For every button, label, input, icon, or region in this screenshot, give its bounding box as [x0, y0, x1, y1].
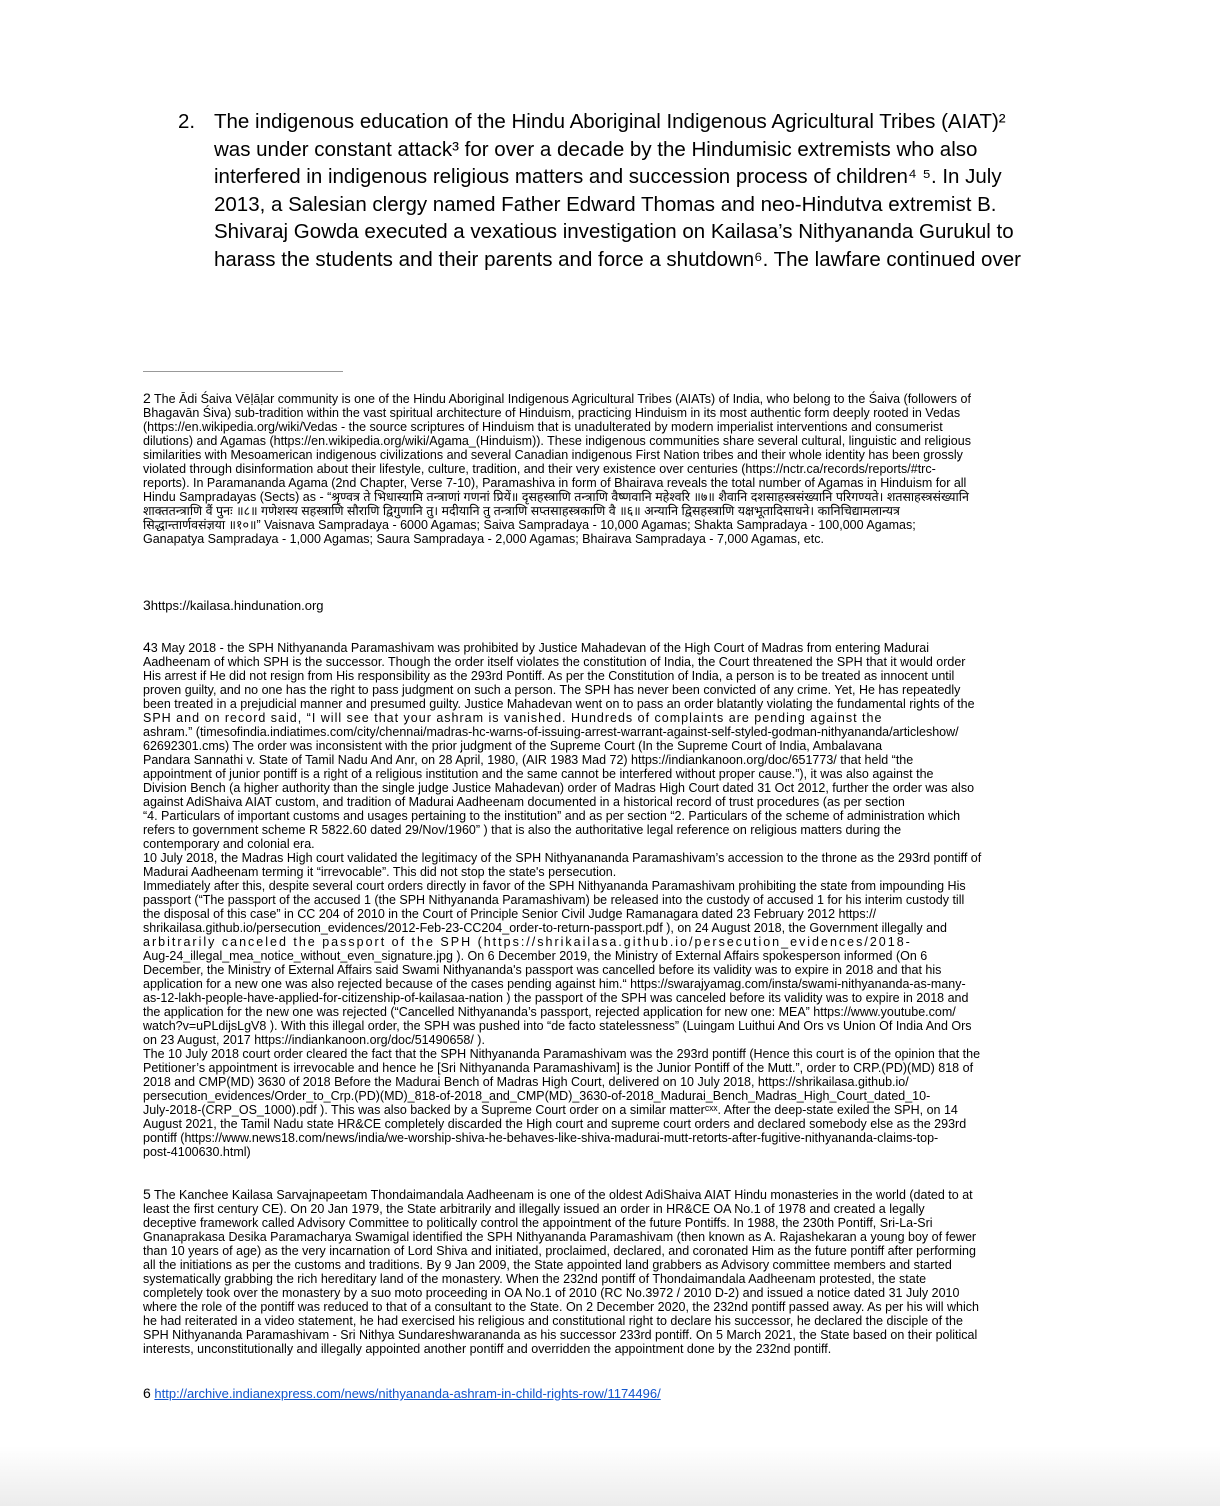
text-line: Pandara Sannathi v. State of Tamil Nadu And Anr, on 28 April, 1980, (AIR 1983 Mad 72) https://indiankanoon.org/doc/651773/ that held “the [143, 753, 914, 767]
text-line: where the role of the pontiff was reduced to that of a consultant to the State. On 2 December 2020, the 232nd pontiff passed away. As per his will which [143, 1300, 979, 1314]
text-line: Ganapatya Sampradaya - 1,000 Agamas; Saura Sampradaya - 2,000 Agamas; Bhairava Sampradaya - 7,000 Agamas, etc. [143, 532, 824, 546]
footnote-text [143, 1188, 1079, 1356]
text-line: deceptive framework called Advisory Committee to politically control the appointment of the future Pontiffs. In 1988, the 230th Pontiff, Sri-La-Sri [143, 1216, 933, 1230]
text-line: shrikailasa.github.io/persecution_evidences/2012-Feb-23-CC204_order-to-return-passport.pdf ), on 24 August 2018, the Government illegally and [143, 921, 947, 935]
text-line: 2018 and CMP(MD) 3630 of 2018 Before the Madurai Bench of Madras High Court, delivered on 10 July 2018, https://shrikailasa.github.io/ [143, 1075, 909, 1089]
text-line: August 2021, the Tamil Nadu state HR&CE completely discarded the High court and supreme court orders and declared somebody else as the 293rd [143, 1117, 967, 1131]
text-line: harass the students and their parents and force a shutdown⁶. The lawfare continued over [214, 247, 1021, 271]
text-line: The Ādi Śaiva Vēḷāḷar community is one of the Hindu Aboriginal Indigenous Agricultural Tribes (AIATs) of India, who belong to the Śaiva (followers of [150, 392, 971, 406]
text-line: ashram.” (timesofindia.indiatimes.com/city/chennai/madras-hc-warns-of-issuing-arrest-warrant-against-self-styled-godman-nithyananda/articleshow/ [143, 725, 959, 739]
footnote-marker: 6 [143, 1385, 151, 1401]
text-line: “4. Particulars of important customs and usages pertaining to the institution” and as per section “2. Particulars of the scheme of administration which [143, 809, 961, 823]
text-line: 10 July 2018, the Madras High court validated the legitimacy of the SPH Nithyanananda Paramashivam’s accession to the throne as the 293rd pontiff of [143, 851, 982, 865]
text-line: similarities with Mesoamerican indigenous civilizations and several Canadian indigenous First Nation tribes and their whole identity has been grossly [143, 448, 963, 462]
text-line: proven guilty, and no one has the right to pass judgment on such a person. The SPH has never been convicted of any crime. Yet, He has repeatedly [143, 683, 961, 697]
text-line: he had reiterated in a video statement, he had exercised his religious and constitutional right to declare his successor, he declared the disciple of the [143, 1314, 963, 1328]
text-line: least the first century CE). On 20 Jan 1979, the State arbitrarily and illegally issued an order in HR&CE OA No.1 of 1978 and created a legally [143, 1202, 925, 1216]
text-line: persecution_evidences/Order_to_Crp.(PD)(MD)_818-of-2018_and_CMP(MD)_3630-of-2018_Madurai_Bench_Madras_High_Court_dated_10- [143, 1089, 931, 1103]
text-line: Hindu Sampradayas (Sects) as - “श्रृण्वत्र ते भिधास्यामि तन्त्राणां गणनां प्रियें॥ दृसहस्त्राणि तन्त्राणि वैष्णवानि महेश्वरि ॥७॥ शैवानि दशसाहस्त्रसंख्यानि परिगण्यते। शतसाहस्त्रसंख्यानि [143, 490, 969, 504]
text-line: The 10 July 2018 court order cleared the fact that the SPH Nithyananda Paramashivam was the 293rd pontiff (Hence this court is of the opinion that the [143, 1047, 981, 1061]
footnote-3 [143, 598, 1079, 613]
text-line: SPH and on record said, “I will see that your ashram is vanished. Hundreds of complaints are pending against the [143, 711, 883, 725]
text-line: सिद्धान्तार्णवसंज्ञया ॥१०॥” Vaisnava Sampradaya - 6000 Agamas; Saiva Sampradaya - 10,000 Agamas; Shakta Sampradaya - 100,000 Agamas; [143, 518, 916, 532]
text-line: 3 May 2018 - the SPH Nithyananda Paramashivam was prohibited by Justice Mahadevan of the High Court of Madras from entering Madurai [150, 641, 929, 655]
paragraph-body [214, 108, 1080, 273]
text-line: The Kanchee Kailasa Sarvajnapeetam Thondaimandala Aadheenam is one of the oldest AdiShaiva AIAT Hindu monasteries in the world (dated to at [150, 1188, 973, 1202]
page-bottom-shade [0, 1446, 1220, 1506]
text-line: interfered in indigenous religious matters and succession process of children⁴ ⁵. In July [214, 165, 1002, 188]
footnote-separator [143, 371, 343, 372]
text-line: 62692301.cms) The order was inconsistent with the prior judgment of the Supreme Court (In the Supreme Court of India, Ambalavana [143, 739, 883, 753]
text-line: refers to government scheme R 5822.60 dated 29/Nov/1960” ) that is also the authoritative legal reference on religious matters during the [143, 823, 902, 837]
footnote-4 [143, 640, 1079, 1159]
text-line: Shivaraj Gowda executed a vexatious investigation on Kailasa’s Nithyananda Gurukul to [214, 220, 1014, 243]
text-line: contemporary and colonial era. [143, 837, 315, 851]
text-line: December, the Ministry of External Affairs said Swami Nithyananda's passport was cancelled before its validity was to expire in 2018 and that his [143, 963, 942, 977]
text-line: the disposal of this case” in CC 204 of 2010 in the Court of Principle Senior Civil Judge Ramanagara dated 23 February 2012 https:// [143, 907, 877, 921]
text-line: been treated in a prejudicial manner and presumed guilty. Justice Mahadevan went on to pass an order blatantly violating the fundamental rights of the [143, 697, 975, 711]
text-line: on 23 August, 2017 https://indiankanoon.org/doc/51490658/ ). [143, 1033, 485, 1047]
footnote-marker: 3 [143, 597, 151, 613]
text-line: (https://en.wikipedia.org/wiki/Vedas - the source scriptures of Hinduism that is unadulterated by modern imperialist interventions and consumerist [143, 420, 943, 434]
text-line: application for a new one was also rejected because of the cases pending against him.“ https://swarajyamag.com/insta/swami-nithyananda-as-many- [143, 977, 966, 991]
text-line: appointment of junior pontiff is a right of a religious institution and the same cannot be interfered without proper cause.”), it was also against the [143, 767, 934, 781]
text-line: the application for the new one was rejected (“Cancelled Nithyananda’s passport, rejected application for new one: MEA” https://www.youtube.com/ [143, 1005, 956, 1019]
list-number: 2. [178, 110, 196, 133]
footnote-text [143, 641, 1079, 1159]
text-line: reports). In Paramananda Agama (2nd Chapter, Verse 7-10), Paramashiva in form of Bhairava reveals the total number of Agamas in Hinduism for all [143, 476, 967, 490]
footnote-6 [143, 1386, 1079, 1401]
text-line: Gnanaprakasa Desika Paramacharya Swamigal identified the SPH Nithyananda Paramashivam (then known as A. Rajashekaran a young boy of fewer [143, 1230, 977, 1244]
text-line: The indigenous education of the Hindu Aboriginal Indigenous Agricultural Tribes (AIAT)² [214, 110, 1006, 133]
text-line: was under constant attack³ for over a decade by the Hindumisic extremists who also [214, 137, 978, 161]
footnote-2 [143, 391, 1079, 546]
text-line: against AdiShaiva AIAT custom, and tradition of Madurai Aadheenam documented in a historical record of trust procedures (as per section [143, 795, 905, 809]
text-line: passport (“The passport of the accused 1 (the SPH Nithyananda Paramashivam) be released into the custody of accused 1 for his interim custody till [143, 893, 965, 907]
text-line: Aadheenam of which SPH is the successor. Though the order itself violates the constitution of India, the Court threatened the SPH that it would order [143, 655, 966, 669]
text-line: than 10 years of age) as the very incarnation of Lord Shiva and initiated, proclaimed, declared, and coronated Him as the future pontiff after performing [143, 1244, 976, 1258]
text-line: violated through disinformation about their lifestyle, culture, tradition, and their very existence over centuries (https://nctr.ca/records/reports/#trc- [143, 462, 936, 476]
text-line: Division Bench (a higher authority than the single judge Justice Mahadevan) order of Madras High Court dated 31 Oct 2012, further the order was also [143, 781, 975, 795]
text-line: arbitrarily canceled the passport of the SPH (https://shrikailasa.github.io/persecution_evidences/2018- [143, 935, 912, 949]
text-line: pontiff (https://www.news18.com/news/india/we-worship-shiva-he-behaves-like-shiva-madurai-mutt-retorts-after-fugitive-nithyananda-claims-top- [143, 1131, 939, 1145]
footnote-link[interactable]: https://kailasa.hindunation.org [150, 598, 324, 613]
text-line: Aug-24_illegal_mea_notice_without_even_signature.jpg ). On 6 December 2019, the Ministry of External Affairs spokesperson informed (On 6 [143, 949, 928, 963]
text-line: 2013, a Salesian clergy named Father Edward Thomas and neo-Hindutva extremist B. [214, 192, 997, 216]
text-line: शाक्ततन्त्राणि वैं पुनः ॥८॥ गणेशस्य सहस्त्राणि सौराणि द्विगुणानि तु। मदीयानि तु तन्त्राणि सप्तसाहस्त्रकाणि वै ॥६॥ अन्यानि द्विसहस्त्राणि यक्षभूतादिसाधने। कानिचिद्यामलान्यत्र [143, 504, 900, 518]
footnote-marker: 2 [143, 390, 151, 406]
text-line: systematically grabbing the rich hereditary land of the monastery. When the 232nd pontiff of Thondaimandala Aadheenam protested, the state [143, 1272, 927, 1286]
text-line: July-2018-(CRP_OS_1000).pdf ). This was also backed by a Supreme Court order on a similar matterᶜˣˣ. After the deep-state exiled the SPH, on 14 [143, 1103, 958, 1117]
text-line: Bhagavān Śiva) sub-tradition within the vast spiritual architecture of Hinduism, practicing Hinduism in its most authentic form deeply rooted in Vedas [143, 406, 961, 420]
text-line: Petitioner’s appointment is irrevocable and hence he [Sri Nithyananda Paramashivam] is the Junior Pontiff of the Mutt.”, order to CRP.(PD)(MD) 818 of [143, 1061, 974, 1075]
footnote-marker: 4 [143, 639, 151, 655]
text-line: Immediately after this, despite several court orders directly in favor of the SPH Nithyananda Paramashivam prohibiting the state from impounding His [143, 879, 966, 893]
footnote-5 [143, 1187, 1079, 1356]
text-line: as-12-lakh-people-have-applied-for-citizenship-of-kailasaa-nation ) the passport of the SPH was canceled before its validity was to expire in 2018 and [143, 991, 969, 1005]
text-line: SPH Nithyananda Paramashivam - Sri Nithya Sundareshwarananda as his successor 233rd pontiff. On 5 March 2021, the State based on their political [143, 1328, 978, 1342]
text-line: post-4100630.html) [143, 1145, 251, 1159]
text-line: dilutions) and Agamas (https://en.wikipedia.org/wiki/Agama_(Hinduism)). These indigenous communities share several cultural, linguistic and religious [143, 434, 971, 448]
text-line: completely took over the monastery by a suo moto proceeding in OA No.1 of 2010 (RC No.3972 / 2010 D-2) and issued a notice dated 31 July 2010 [143, 1286, 960, 1300]
footnote-text [143, 392, 1079, 546]
text-line: interests, unconstitutionally and illegally appointed another pontiff and overridden the appointment done by the 232nd pontiff. [143, 1342, 832, 1356]
text-line: watch?v=uPLdijsLgV8 ). With this illegal order, the SPH was pushed into “de facto statelessness” (Luingam Luithui And Ors vs Union Of India And Ors [143, 1019, 972, 1033]
footnote-marker: 5 [143, 1186, 151, 1202]
footnote-link[interactable]: http://archive.indianexpress.com/news/nithyananda-ashram-in-child-rights-row/1174496/ [154, 1386, 661, 1401]
text-line: His arrest if He did not resign from His responsibility as the 293rd Pontiff. As per the Constitution of India, a person is to be treated as innocent until [143, 669, 955, 683]
text-line: Madurai Aadheenam terming it “irrevocable”. This did not stop the state's persecution. [143, 865, 617, 879]
text-line: all the initiations as per the customs and traditions. By 9 Jan 2009, the State appointed land grabbers as Advisory committee members and started [143, 1258, 952, 1272]
main-paragraph [178, 108, 1080, 273]
